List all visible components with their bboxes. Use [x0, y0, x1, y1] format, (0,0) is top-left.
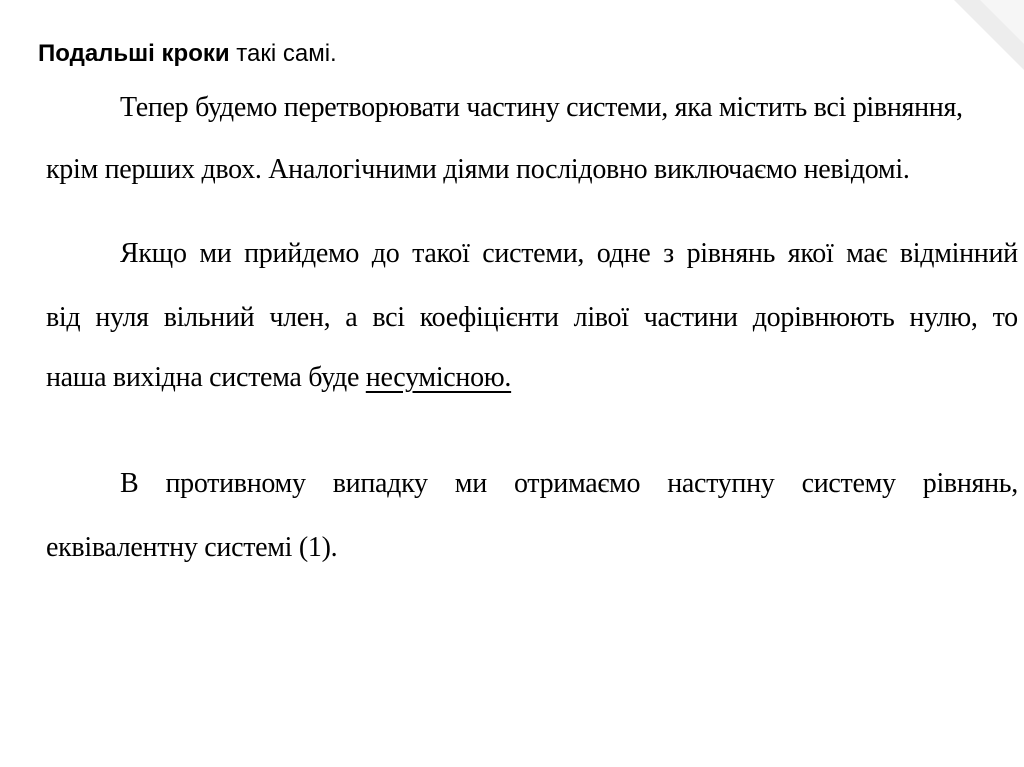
word: від: [46, 302, 81, 333]
paragraph-3-line-1: [120, 468, 1018, 500]
word: якої: [787, 238, 834, 269]
word: рівнянь,: [922, 468, 1018, 499]
paragraph-2-line-2: [46, 302, 1018, 334]
word: з: [663, 238, 674, 269]
paragraph-3-line-2: еквівалентну системі (1).: [46, 532, 338, 563]
word: частини: [643, 302, 738, 333]
word: відмінний: [899, 238, 1018, 269]
line-text: наша вихідна система буде: [46, 362, 366, 393]
slide-heading: [38, 40, 337, 68]
word: то: [992, 302, 1018, 333]
word: прийдемо: [244, 238, 360, 269]
word: випадку: [332, 468, 428, 499]
word: вільний: [163, 302, 255, 333]
word: систему: [801, 468, 896, 499]
word: Якщо: [120, 238, 187, 269]
heading-regular-text: такі самі.: [229, 40, 337, 67]
word: нулю,: [909, 302, 978, 333]
word: член,: [269, 302, 331, 333]
paragraph-2-line-1: [120, 238, 1018, 270]
word: В: [120, 468, 139, 499]
word: дорівнюють: [752, 302, 895, 333]
word: ми: [199, 238, 232, 269]
heading-bold-text: Подальші кроки: [38, 40, 230, 67]
word: а: [345, 302, 358, 333]
word: системи,: [482, 238, 585, 269]
word: наступну: [667, 468, 775, 499]
underlined-term: несумісною.: [365, 362, 512, 393]
word: противному: [165, 468, 306, 499]
word: коефіцієнти: [419, 302, 559, 333]
word: одне: [596, 238, 651, 269]
word: отримаємо: [513, 468, 641, 499]
word: такої: [412, 238, 470, 269]
corner-fold-highlight: [980, 0, 1024, 44]
word: нуля: [95, 302, 149, 333]
word: лівої: [573, 302, 629, 333]
paragraph-2-line-3: [46, 362, 511, 394]
word: ми: [454, 468, 487, 499]
word: має: [846, 238, 888, 269]
word: рівнянь: [686, 238, 776, 269]
word: до: [371, 238, 400, 269]
paragraph-1-line-2: крім перших двох. Аналогічними діями послідовно виключаємо невідомі.: [46, 154, 910, 185]
paragraph-1-line-1: Тепер будемо перетворювати частину системи, яка містить всі рівняння,: [120, 92, 963, 123]
word: всі: [372, 302, 405, 333]
